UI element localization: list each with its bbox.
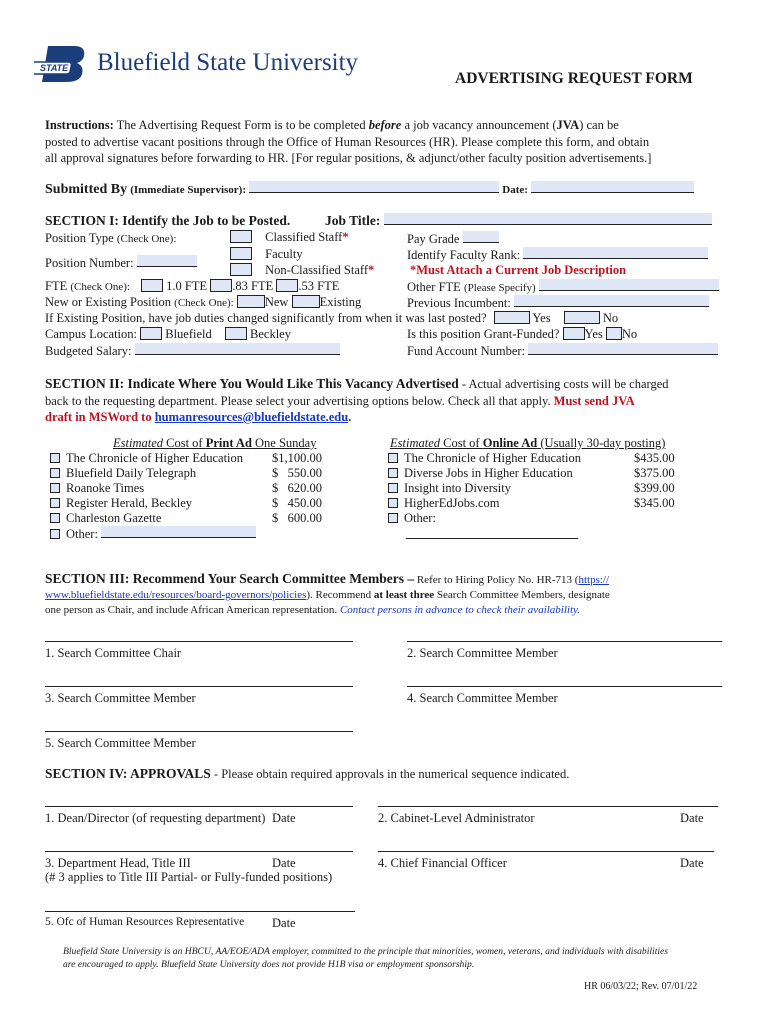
print-checkbox[interactable] bbox=[50, 513, 60, 523]
faculty-checkbox[interactable] bbox=[230, 247, 252, 260]
prev-incumbent-row: Previous Incumbent: bbox=[407, 295, 709, 311]
print-checkbox[interactable] bbox=[50, 468, 60, 478]
grant-yes-checkbox[interactable] bbox=[563, 327, 585, 340]
approval-1-date: Date bbox=[272, 811, 296, 825]
prev-incumbent-field[interactable] bbox=[514, 295, 709, 307]
print-ad-list bbox=[50, 451, 360, 526]
online-ad-list bbox=[388, 451, 678, 511]
section-1-title: SECTION I: Identify the Job to be Posted. bbox=[45, 213, 291, 228]
approval-1-label: 1. Dean/Director (of requesting department) bbox=[45, 811, 266, 825]
print-item[interactable] bbox=[50, 481, 360, 496]
other-fte-row: Other FTE (Please Specify) bbox=[407, 279, 719, 295]
must-attach-note: *Must Attach a Current Job Description bbox=[410, 263, 627, 277]
online-name: Diverse Jobs in Higher Education bbox=[404, 466, 573, 480]
print-name: Bluefield Daily Telegraph bbox=[66, 466, 197, 480]
print-cost: $1,100.00 bbox=[272, 451, 322, 465]
online-item[interactable] bbox=[388, 481, 678, 496]
online-name: The Chronicle of Higher Education bbox=[404, 451, 582, 465]
date-field[interactable] bbox=[531, 181, 694, 193]
print-item[interactable] bbox=[50, 496, 360, 511]
position-type-label: Position Type (Check One): bbox=[45, 231, 177, 245]
approval-5-label: 5. Ofc of Human Resources Representative bbox=[45, 916, 245, 928]
university-name: Bluefield State University bbox=[97, 49, 359, 76]
job-title-row: Job Title: bbox=[325, 213, 712, 229]
job-title-field[interactable] bbox=[384, 213, 712, 225]
print-name: Register Herald, Beckley bbox=[66, 496, 192, 510]
online-other-row: Other: bbox=[388, 511, 436, 526]
online-item[interactable] bbox=[388, 451, 678, 466]
print-item[interactable] bbox=[50, 466, 360, 481]
approval-3-date: Date bbox=[272, 856, 296, 870]
form-title: ADVERTISING REQUEST FORM bbox=[455, 70, 693, 87]
approval-4-label: 4. Chief Financial Officer bbox=[378, 856, 507, 870]
approval-2-date: Date bbox=[680, 811, 704, 825]
print-name: Charleston Gazette bbox=[66, 511, 162, 525]
nonclassified-option[interactable]: Non-Classified Staff* bbox=[230, 263, 374, 278]
print-cost: $ 550.00 bbox=[272, 466, 322, 480]
print-ad-heading: Estimated Cost of Print Ad One Sunday bbox=[113, 436, 317, 450]
existing-checkbox[interactable] bbox=[292, 295, 320, 308]
classified-checkbox[interactable] bbox=[230, 230, 252, 243]
print-name: The Chronicle of Higher Education bbox=[66, 451, 244, 465]
new-checkbox[interactable] bbox=[237, 295, 265, 308]
approval-5-line[interactable] bbox=[45, 911, 355, 912]
print-checkbox[interactable] bbox=[50, 483, 60, 493]
fte-1-checkbox[interactable] bbox=[141, 279, 163, 292]
fte-row: FTE (Check One): 1.0 FTE .83 FTE .53 FTE bbox=[45, 279, 340, 293]
approval-2-label: 2. Cabinet-Level Administrator bbox=[378, 811, 535, 825]
policy-link-1[interactable]: https:// bbox=[578, 574, 610, 586]
beckley-checkbox[interactable] bbox=[225, 327, 247, 340]
member-2-line[interactable] bbox=[407, 641, 722, 642]
approval-5-date: Date bbox=[272, 916, 296, 930]
eeo-statement: Bluefield State University is an HBCU, AA/EOE/ADA employer, committed to the principle that minorities, women, veterans, and individuals with disabilities are encouraged to apply. Bluefield State University does not provide H1B visa or employment sponsorship. bbox=[63, 946, 669, 970]
pay-grade-row: Pay Grade bbox=[407, 231, 499, 247]
faculty-rank-field[interactable] bbox=[523, 247, 708, 259]
print-other-field[interactable] bbox=[101, 526, 256, 538]
print-name: Roanoke Times bbox=[66, 481, 145, 495]
other-fte-field[interactable] bbox=[539, 279, 719, 291]
print-checkbox[interactable] bbox=[50, 498, 60, 508]
faculty-option[interactable]: Faculty bbox=[230, 247, 303, 262]
member-4-line[interactable] bbox=[407, 686, 722, 687]
approval-3-label: 3. Department Head, Title III bbox=[45, 856, 191, 870]
online-other-field[interactable] bbox=[406, 538, 578, 539]
online-checkbox[interactable] bbox=[388, 453, 398, 463]
print-item[interactable] bbox=[50, 451, 360, 466]
fund-account-row: Fund Account Number: bbox=[407, 343, 718, 359]
pay-grade-field[interactable] bbox=[463, 231, 499, 243]
bluefield-checkbox[interactable] bbox=[140, 327, 162, 340]
online-name: Insight into Diversity bbox=[404, 481, 511, 495]
online-cost: $399.00 bbox=[634, 481, 675, 495]
faculty-rank-row: Identify Faculty Rank: bbox=[407, 247, 708, 263]
online-checkbox[interactable] bbox=[388, 483, 398, 493]
online-cost: $375.00 bbox=[634, 466, 675, 480]
policy-link-2[interactable]: www.bluefieldstate.edu/resources/board-governors/policies bbox=[45, 589, 307, 601]
print-checkbox[interactable] bbox=[50, 453, 60, 463]
online-item[interactable] bbox=[388, 466, 678, 481]
nonclassified-checkbox[interactable] bbox=[230, 263, 252, 276]
online-name: HigherEdJobs.com bbox=[404, 496, 500, 510]
approval-3-line[interactable] bbox=[45, 851, 353, 852]
online-checkbox[interactable] bbox=[388, 498, 398, 508]
member-3-line[interactable] bbox=[45, 686, 353, 687]
member-3-label: 3. Search Committee Member bbox=[45, 691, 196, 705]
member-2-label: 2. Search Committee Member bbox=[407, 646, 558, 660]
member-1-label: 1. Search Committee Chair bbox=[45, 646, 182, 660]
fte-53-checkbox[interactable] bbox=[276, 279, 298, 292]
online-cost: $345.00 bbox=[634, 496, 675, 510]
print-cost: $ 450.00 bbox=[272, 496, 322, 510]
instructions: Instructions: The Advertising Request Form is to be completed before a job vacancy announcement (JVA) can be posted to advertise vacant positions through the Office of Human Resources (HR). Please complete this form, and obtain all approval signatures before forwarding to HR. [For regular positions, & adjunct/other faculty position advertisements.] bbox=[45, 118, 652, 165]
online-ad-heading: Estimated Cost of Online Ad (Usually 30-day posting) bbox=[390, 436, 666, 450]
duties-yes-checkbox[interactable] bbox=[494, 311, 530, 324]
approval-1-line[interactable] bbox=[45, 806, 353, 807]
approval-3-note: (# 3 applies to Title III Partial- or Fully-funded positions) bbox=[45, 870, 333, 884]
duties-no-checkbox[interactable] bbox=[564, 311, 600, 324]
position-number-row: Position Number: bbox=[45, 255, 197, 271]
online-item[interactable] bbox=[388, 496, 678, 511]
online-checkbox[interactable] bbox=[388, 468, 398, 478]
grant-funded-row: Is this position Grant-Funded? Yes No bbox=[407, 327, 638, 341]
section-3-header: SECTION III: Recommend Your Search Committee Members – Refer to Hiring Policy No. HR-713 (https:// www.bluefieldstate.edu/resources/board-governors/policies). Recommend at least three Search Committee Members, designate one person as Chair, and include African American representation. Contact persons in advance to check their availability. bbox=[45, 571, 610, 616]
grant-no-checkbox[interactable] bbox=[606, 327, 622, 340]
print-other-row: Other: bbox=[50, 526, 256, 542]
section-2-header: SECTION II: Indicate Where You Would Like This Vacancy Advertised - Actual advertising costs will be charged back to the requesting department. Please select your advertising options below. Check all that apply. Must send JVA draft in MSWord to humanresources@bluefieldstate.edu. bbox=[45, 376, 669, 424]
approval-4-line[interactable] bbox=[378, 851, 714, 852]
duties-changed-row: If Existing Position, have job duties changed significantly from when it was last posted? Yes No bbox=[45, 311, 619, 325]
salary-row: Budgeted Salary: bbox=[45, 343, 340, 359]
print-cost: $ 600.00 bbox=[272, 511, 322, 525]
approval-2-line[interactable] bbox=[378, 806, 718, 807]
print-other-checkbox[interactable] bbox=[50, 529, 60, 539]
salary-field[interactable] bbox=[135, 343, 340, 355]
submitted-by-row: Submitted By (Immediate Supervisor): Date: bbox=[45, 181, 694, 198]
hr-email-link[interactable]: humanresources@bluefieldstate.edu bbox=[154, 410, 349, 424]
online-other-checkbox[interactable] bbox=[388, 513, 398, 523]
approval-4-date: Date bbox=[680, 856, 704, 870]
supervisor-field[interactable] bbox=[249, 181, 499, 193]
revision-note: HR 06/03/22; Rev. 07/01/22 bbox=[584, 981, 698, 992]
classified-option[interactable]: Classified Staff* bbox=[230, 230, 349, 245]
print-item[interactable] bbox=[50, 511, 360, 526]
logo-badge: STATE bbox=[40, 63, 69, 73]
online-cost: $435.00 bbox=[634, 451, 675, 465]
position-number-field[interactable] bbox=[137, 255, 197, 267]
member-4-label: 4. Search Committee Member bbox=[407, 691, 558, 705]
print-cost: $ 620.00 bbox=[272, 481, 322, 495]
fund-account-field[interactable] bbox=[528, 343, 718, 355]
section-4-header: SECTION IV: APPROVALS - Please obtain required approvals in the numerical sequence indicated. bbox=[45, 766, 570, 781]
member-5-line[interactable] bbox=[45, 731, 353, 732]
new-existing-row: New or Existing Position (Check One): New Existing bbox=[45, 295, 362, 309]
member-1-line[interactable] bbox=[45, 641, 353, 642]
campus-row: Campus Location: Bluefield Beckley bbox=[45, 327, 291, 341]
member-5-label: 5. Search Committee Member bbox=[45, 736, 196, 750]
university-logo bbox=[34, 44, 90, 86]
fte-83-checkbox[interactable] bbox=[210, 279, 232, 292]
